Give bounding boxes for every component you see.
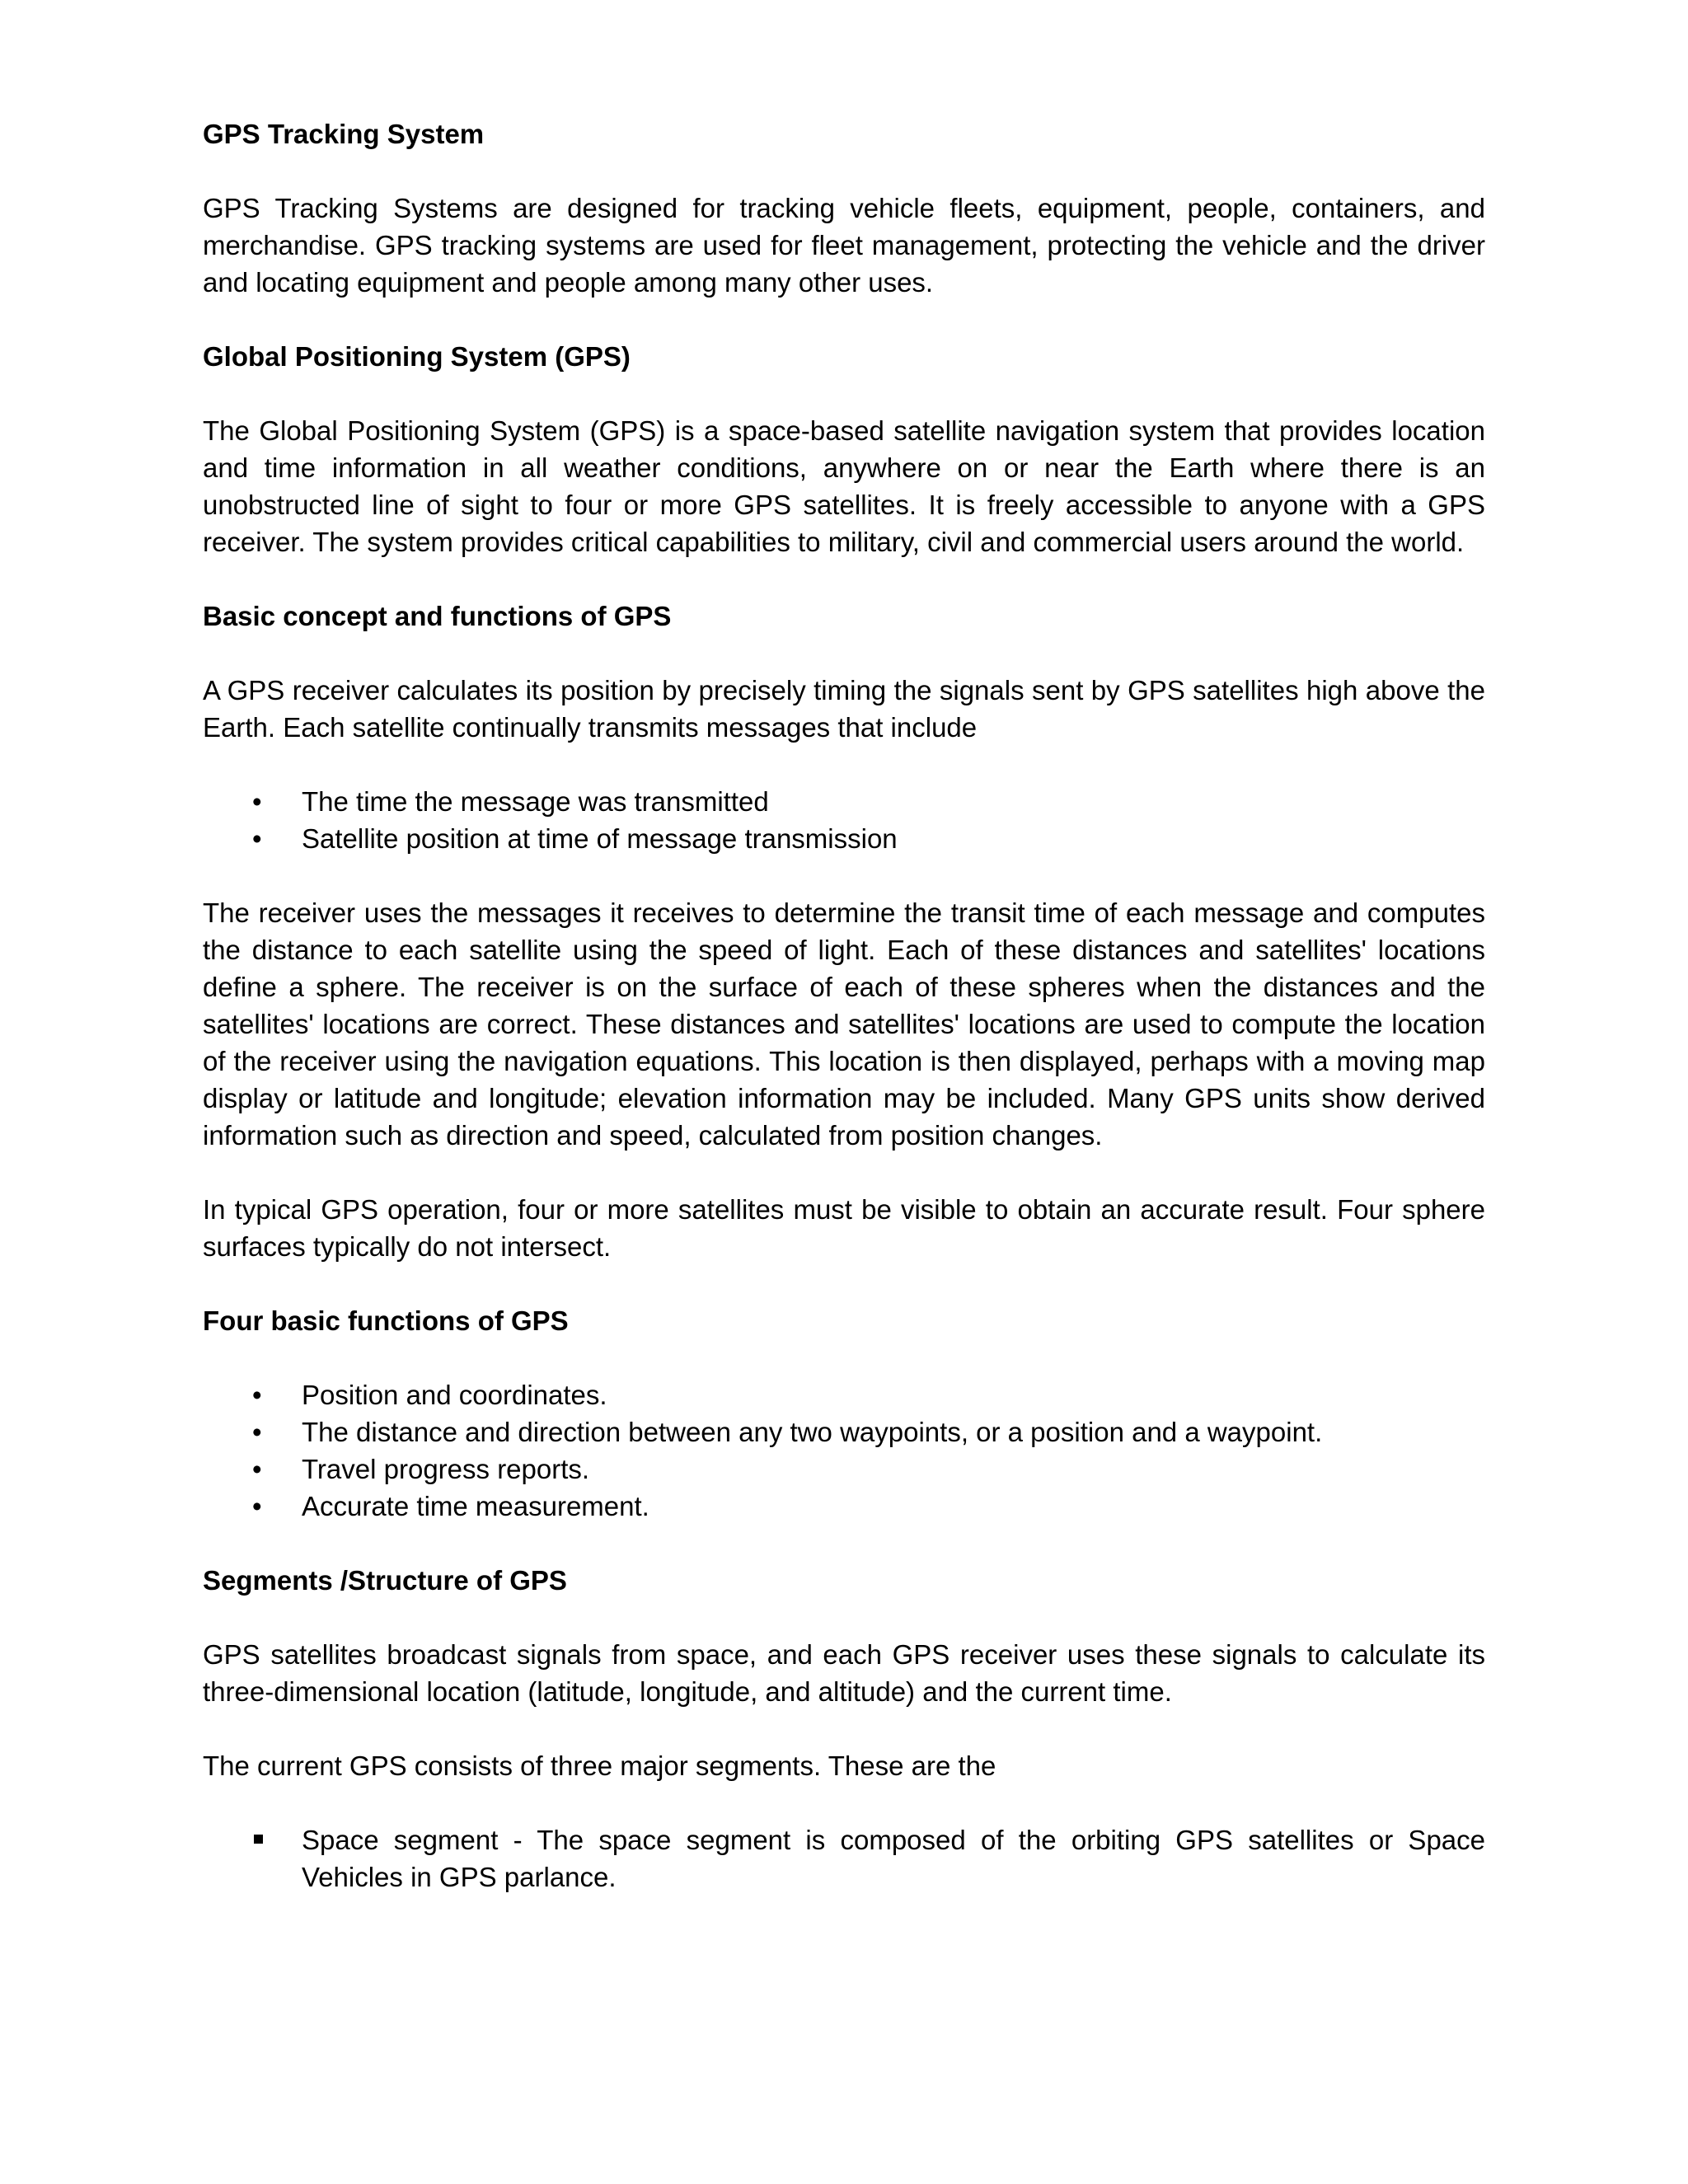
list-item	[203, 1821, 1485, 1896]
list-item	[203, 820, 1485, 857]
list-item-text: Position and coordinates.	[302, 1380, 607, 1410]
bullet-icon	[252, 783, 277, 820]
bullet-icon	[252, 820, 277, 857]
heading-global-positioning-system: Global Positioning System (GPS)	[203, 341, 631, 372]
bullet-icon	[252, 1413, 277, 1451]
list-item-text: The distance and direction between any two waypoints, or a position and a waypoint.	[302, 1417, 1323, 1447]
list-item-text: Space segment - The space segment is composed of the orbiting GPS satellites or Space Vehicles in GPS parlance.	[302, 1825, 1485, 1892]
paragraph-gps-definition: The Global Positioning System (GPS) is a space-based satellite navigation system that provides location and time information in all weather conditions, anywhere on or near the Earth where there is an unobstructed line of sight to four or more GPS satellites. It is freely accessible to anyone with a GPS receiver. The system provides critical capabilities to military, civil and commercial users around the world.	[203, 415, 1485, 557]
list-basic-functions	[203, 1376, 1485, 1525]
heading-basic-concept: Basic concept and functions of GPS	[203, 601, 672, 631]
list-item-text: The time the message was transmitted	[302, 786, 769, 817]
bullet-icon	[252, 1488, 277, 1525]
heading-four-basic-functions: Four basic functions of GPS	[203, 1305, 569, 1336]
paragraph-three-segments: The current GPS consists of three major segments. These are the	[203, 1750, 996, 1781]
list-item	[203, 1413, 1485, 1451]
paragraph-typical-operation: In typical GPS operation, four or more satellites must be visible to obtain an accurate result. Four sphere surfaces typically do not intersect.	[203, 1194, 1485, 1262]
heading-gps-tracking-system: GPS Tracking System	[203, 119, 485, 149]
paragraph-concept-intro: A GPS receiver calculates its position by precisely timing the signals sent by GPS satellites high above the Earth. Each satellite continually transmits messages that include	[203, 675, 1485, 743]
list-item-text: Accurate time measurement.	[302, 1491, 649, 1521]
list-item	[203, 1488, 1485, 1525]
bullet-icon	[252, 1376, 277, 1413]
list-item	[203, 783, 1485, 820]
paragraph-broadcast-signals: GPS satellites broadcast signals from space, and each GPS receiver uses these signals to calculate its three-dimensional location (latitude, longitude, and altitude) and the current time.	[203, 1639, 1485, 1707]
list-item	[203, 1451, 1485, 1488]
list-item-text: Satellite position at time of message transmission	[302, 823, 898, 854]
paragraph-receiver-computation: The receiver uses the messages it receives to determine the transit time of each message and computes the distance to each satellite using the speed of light. Each of these distances and satellites' locations define a sphere. The receiver is on the surface of each of these spheres when the distances and the satellites' locations are correct. These distances and satellites' locations are used to compute the location of the receiver using the navigation equations. This location is then displayed, perhaps with a moving map display or latitude and longitude; elevation information may be included. Many GPS units show derived information such as direction and speed, calculated from position changes.	[203, 898, 1485, 1151]
list-message-contents	[203, 783, 1485, 857]
list-segments	[203, 1821, 1485, 1896]
list-item	[203, 1376, 1485, 1413]
paragraph-tracking-intro: GPS Tracking Systems are designed for tracking vehicle fleets, equipment, people, containers, and merchandise. GPS tracking systems are used for fleet management, protecting the vehicle and the driver and locating equipment and people among many other uses.	[203, 193, 1485, 298]
bullet-icon	[252, 1451, 277, 1488]
list-item-text: Travel progress reports.	[302, 1454, 590, 1484]
heading-segments-structure: Segments /Structure of GPS	[203, 1565, 567, 1596]
